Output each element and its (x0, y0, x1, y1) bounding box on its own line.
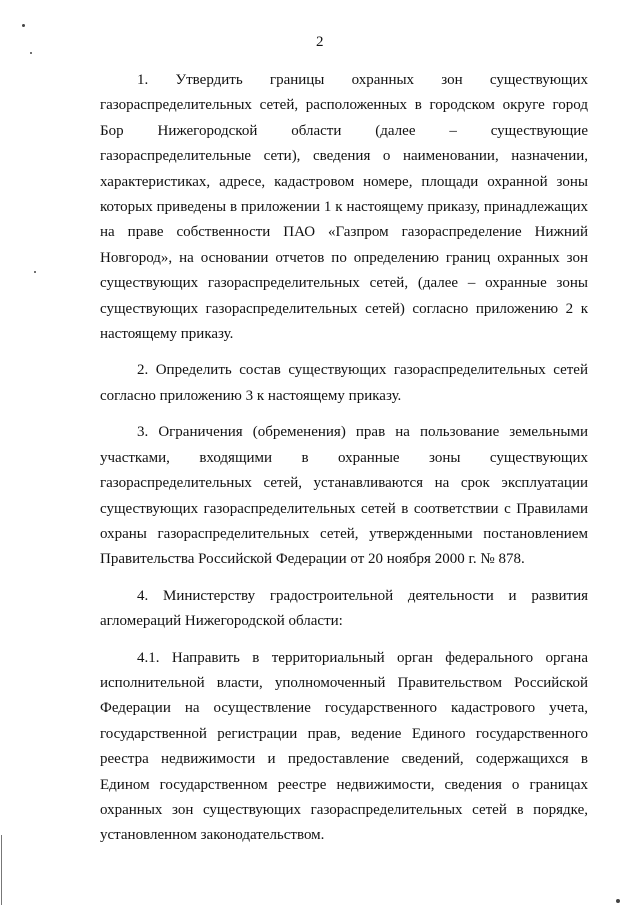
paragraph-2: 2. Определить состав существующих газораспределительных сетей согласно приложению 3 к настоящему приказу. (100, 362, 588, 404)
document-body (100, 68, 588, 849)
paragraph-4: 4. Министерству градостроительной деятельности и развития агломераций Нижегородской области: (100, 587, 588, 630)
page-number: 2 (316, 34, 324, 50)
scan-speck (30, 52, 32, 54)
scan-speck (34, 271, 36, 273)
scan-speck (616, 899, 620, 903)
paragraph-4-1: 4.1. Направить в территориальный орган федерального органа исполнительной власти, уполномоченный Правительством Российской Федерации на осуществление государственного кадастрового учета, государственной регистрации прав, ведение Единого государственного реестра недвижимости и предоставление сведений, содержащихся в Едином государственном реестре недвижимости, сведения о границах охранных зон существующих газораспределительных сетей в порядке, установленном законодательством. (100, 649, 588, 844)
scan-speck (22, 24, 25, 27)
paragraph-3: 3. Ограничения (обременения) прав на пользование земельными участками, входящими в охранные зоны существующих газораспределительных сетей, устанавливаются на срок эксплуатации существующих газораспределительных сетей в соответствии с Правилами охраны газораспределительных сетей, утвержденными постановлением Правительства Российской Федерации от 20 ноября 2000 г. № 878. (100, 424, 588, 568)
paragraph-1: 1. Утвердить границы охранных зон существующих газораспределительных сетей, расположенных в городском округе город Бор Нижегородской области (далее – существующие газораспределительные сети), сведения о наименовании, назначении, характеристиках, адресе, кадастровом номере, площади охранной зоны которых приведены в приложении 1 к настоящему приказу, принадлежащих на праве собственности ПАО «Газпром газораспределение Нижний Новгород», на основании отчетов по определению границ охранных зон существующих газораспределительных сетей, (далее – охранные зоны существующих газораспределительных сетей) согласно приложению 2 к настоящему приказу. (100, 72, 588, 343)
scan-edge-line (1, 835, 2, 905)
